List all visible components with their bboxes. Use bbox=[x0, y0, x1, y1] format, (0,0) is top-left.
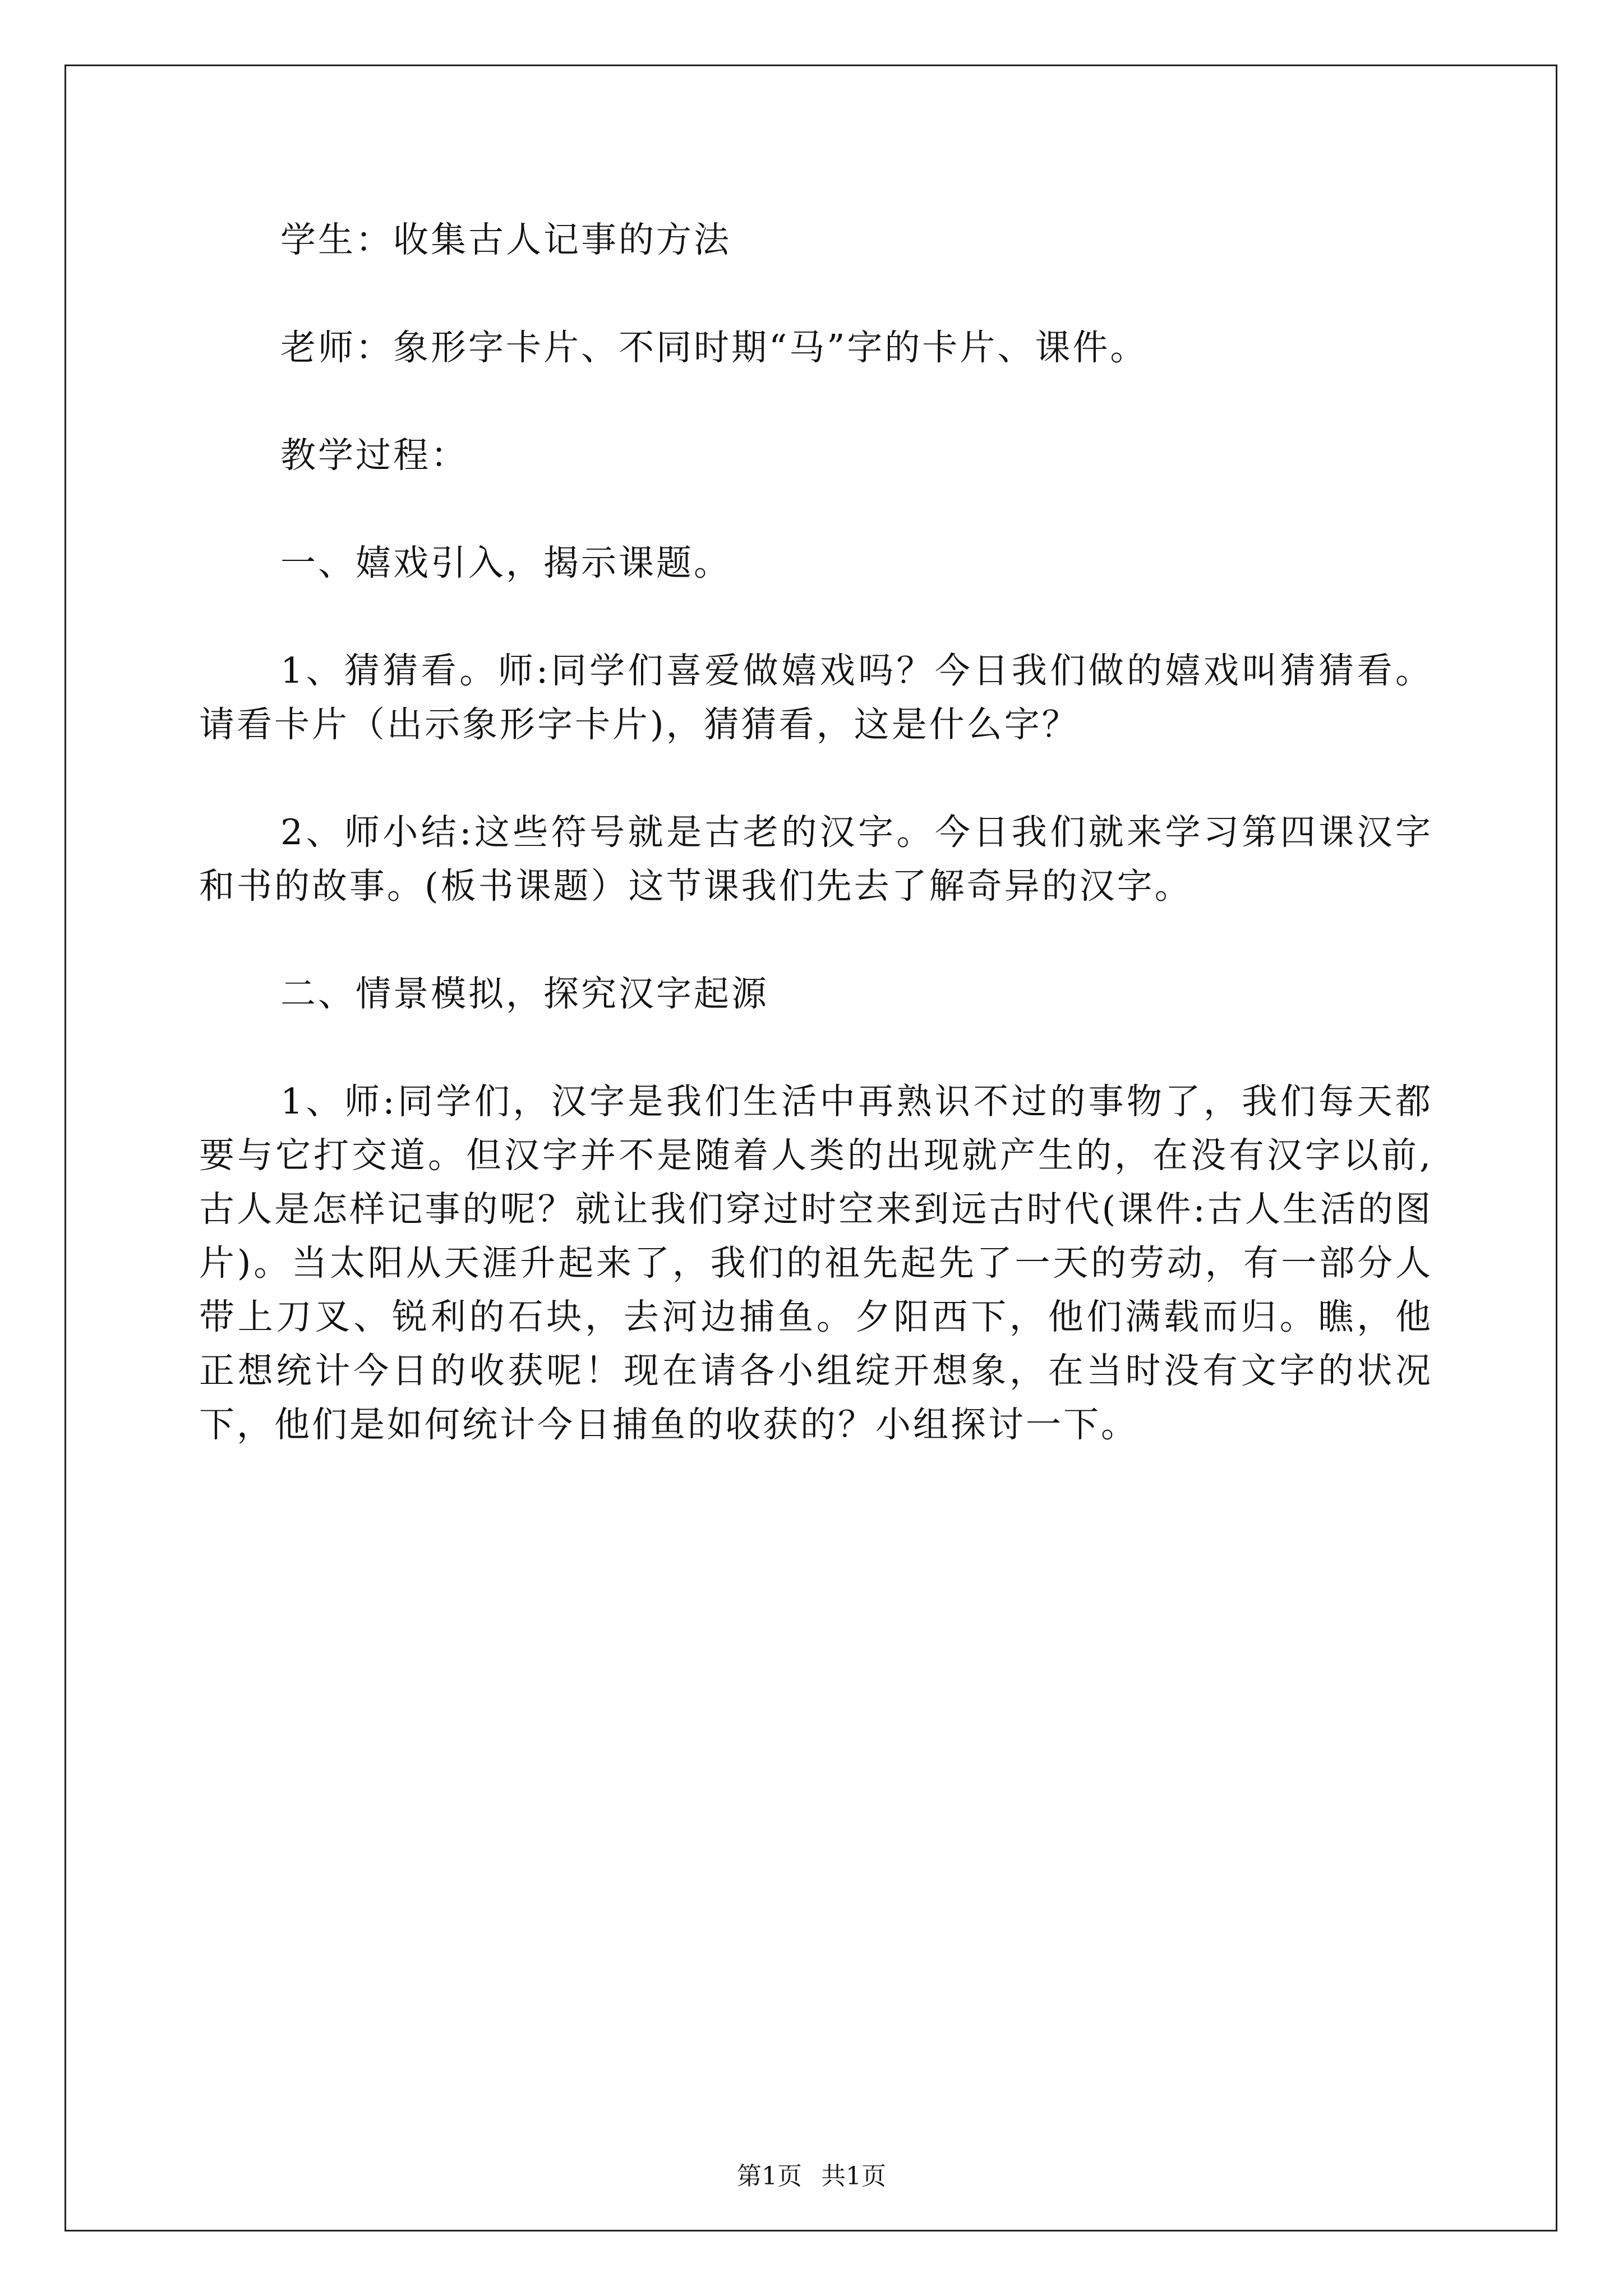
paragraph-teacher-prep: 老师：象形字卡片、不同时期“马”字的卡片、课件。 bbox=[280, 327, 1148, 368]
footer-page-total: 共1页 bbox=[821, 2162, 886, 2191]
paragraph-section-two-heading: 二、情景模拟，探究汉字起源 bbox=[280, 973, 769, 1014]
document-body bbox=[199, 213, 1433, 1506]
paragraph-student-prep: 学生：收集古人记事的方法 bbox=[280, 219, 731, 260]
paragraph-guess-game: 1、猜猜看。师:同学们喜爱做嬉戏吗？今日我们做的嬉戏叫猜猜看。请看卡片（出示象形字卡片)，猜猜看，这是什么字？ bbox=[199, 650, 1433, 745]
paragraph-teacher-summary: 2、师小结:这些符号就是古老的汉字。今日我们就来学习第四课汉字和书的故事。(板书课题）这节课我们先去了解奇异的汉字。 bbox=[199, 812, 1433, 907]
paragraph-origin-story: 1、师:同学们，汉字是我们生活中再熟识不过的事物了，我们每天都要与它打交道。但汉字并不是随着人类的出现就产生的，在没有汉字以前,古人是怎样记事的呢？就让我们穿过时空来到远古时代(课件:古人生活的图片)。当太阳从天涯升起来了，我们的祖先起先了一天的劳动，有一部分人带上刀叉、锐利的石块，去河边捕鱼。夕阳西下，他们满载而归。瞧，他正想统计今日的收获呢！现在请各小组绽开想象，在当时没有文字的状况下，他们是如何统计今日捕鱼的收获的？小组探讨一下。 bbox=[199, 1081, 1433, 1445]
footer-page-current: 第1页 bbox=[737, 2162, 802, 2191]
page-footer bbox=[0, 2156, 1623, 2192]
paragraph-process-heading: 教学过程： bbox=[280, 435, 468, 476]
paragraph-section-one-heading: 一、嬉戏引入，揭示课题。 bbox=[280, 542, 731, 583]
